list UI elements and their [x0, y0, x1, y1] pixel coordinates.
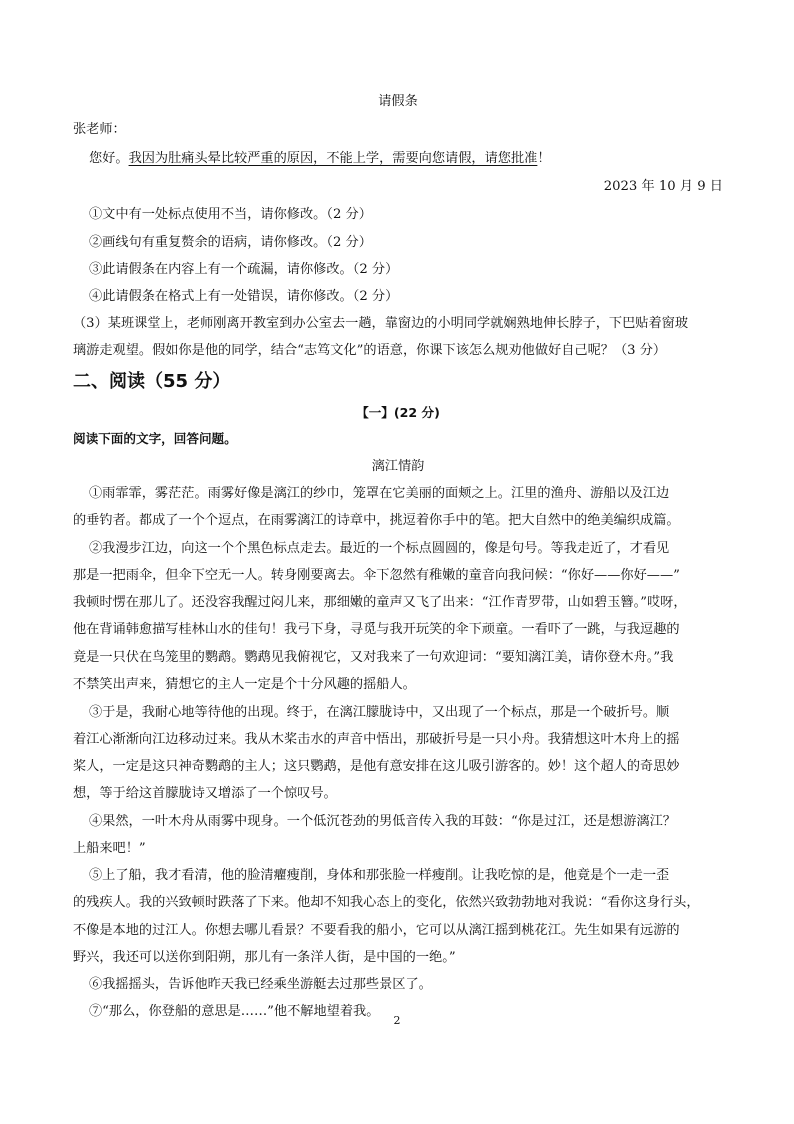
page-number: 2 [393, 1014, 401, 1027]
article-line: 野兴，我还可以送你到阳朔，那儿有一条洋人街，是中国的一绝。” [73, 950, 456, 965]
article-line: 桨人，一定是这只神奇鹦鹉的主人；这只鹦鹉，是他有意安排在这儿吸引游客的。妙！这个超人的奇思妙 [73, 759, 680, 774]
question-3: ③此请假条在内容上有一个疏漏，请你修改。（2 分） [89, 262, 399, 277]
article-line: 竟是一只伏在鸟笼里的鹦鹉。鹦鹉见我俯视它，又对我来了一句欢迎词：“要知漓江美，请你登木舟。”我 [73, 650, 674, 665]
article-line: ①雨霏霏，雾茫茫。雨雾好像是漓江的纱巾，笼罩在它美丽的面颊之上。江里的渔舟、游船以及江边 [89, 486, 670, 501]
question-4: ④此请假条在格式上有一处错误，请你修改。（2 分） [89, 289, 399, 304]
question-2: ②画线句有重复赘余的语病，请你修改。（2 分） [89, 235, 372, 250]
article-line: 的残疾人。我的兴致顿时跌落了下来。他却不知我心态上的变化，依然兴致勃勃地对我说：“看你这身行头， [73, 895, 700, 910]
article-line: ⑦“那么，你登船的意思是……”他不解地望着我。 [89, 1004, 380, 1019]
q3-line-2: 璃游走观望。假如你是他的同学，结合“志笃文化”的语意，你课下该怎么规劝他做好自己呢？（3 分） [73, 343, 667, 358]
article-line: ③于是，我耐心地等待他的出现。终于，在漓江朦胧诗中，又出现了一个标点，那是一个破折号。顺 [89, 705, 670, 720]
note-body [89, 149, 723, 169]
article-line: ②我漫步江边，向这一个个黑色标点走去。最近的一个标点圆圆的，像是句号。等我走近了，才看见 [89, 541, 670, 556]
article-line: 不禁笑出声来，猜想它的主人一定是个十分风趣的摇船人。 [73, 677, 416, 692]
article-line: 我顿时愣在那儿了。还没容我醒过闷儿来，那细嫩的童声又飞了出来：“江作青罗带，山如碧玉簪。”哎呀， [73, 595, 687, 610]
section-heading: 二、阅读（55 分） [73, 371, 231, 392]
part-label: 【一】(22 分) [356, 405, 440, 420]
note-body-underlined-sentence: 我因为肚痛头晕比较严重的原因，不能上学，需要向您请假，请您批准 [128, 151, 538, 166]
instruction: 阅读下面的文字，回答问题。 [73, 431, 237, 446]
note-title: 请假条 [378, 94, 418, 109]
question-1: ①文中有一处标点使用不当，请你修改。（2 分） [89, 207, 372, 222]
article-line: 的垂钓者。都成了一个个逗点，在雨雾漓江的诗章中，挑逗着你手中的笔。把大自然中的绝美编织成篇。 [73, 513, 680, 528]
article-line: 他在背诵韩愈描写桂林山水的佳句！我弓下身，寻觅与我开玩笑的伞下顽童。一看吓了一跳，与我逗趣的 [73, 622, 680, 637]
article-line: ⑥我摇摇头，告诉他昨天我已经乘坐游艇去过那些景区了。 [89, 977, 432, 992]
article-line: ⑤上了船，我才看清，他的脸清癯瘦削，身体和那张脸一样瘦削。让我吃惊的是，他竟是个一走一歪 [89, 868, 670, 883]
note-body-suffix: ！ [537, 151, 551, 166]
article-line: 上船来吧！” [73, 841, 146, 856]
article-line: ④果然，一叶木舟从雨雾中现身。一个低沉苍劲的男低音传入我的耳鼓：“你是过江，还是想游漓江？ [89, 814, 676, 829]
note-salutation: 张老师： [73, 122, 126, 137]
article-line: 想，等于给这首朦胧诗又增添了一个惊叹号。 [73, 786, 337, 801]
note-body-prefix: 您好。 [89, 151, 129, 166]
note-date: 2023 年 10 月 9 日 [603, 179, 723, 194]
article-line: 不像是本地的过江人。你想去哪儿看景？不要看我的船小，它可以从漓江摇到桃花江。先生如果有远游的 [73, 923, 680, 938]
q3-line-1: （3）某班课堂上，老师刚离开教室到办公室去一趟，靠窗边的小明同学就娴熟地伸长脖子，下巴贴着窗玻 [73, 316, 689, 331]
article-title: 漓江情韵 [371, 459, 425, 474]
article-line: 着江心渐渐向江边移动过来。我从木桨击水的声音中悟出，那破折号是一只小舟。我猜想这叶木舟上的摇 [73, 732, 680, 747]
article-line: 那是一把雨伞，但伞下空无一人。转身刚要离去。伞下忽然有稚嫩的童音向我问候：“你好——你好——” [73, 568, 680, 583]
